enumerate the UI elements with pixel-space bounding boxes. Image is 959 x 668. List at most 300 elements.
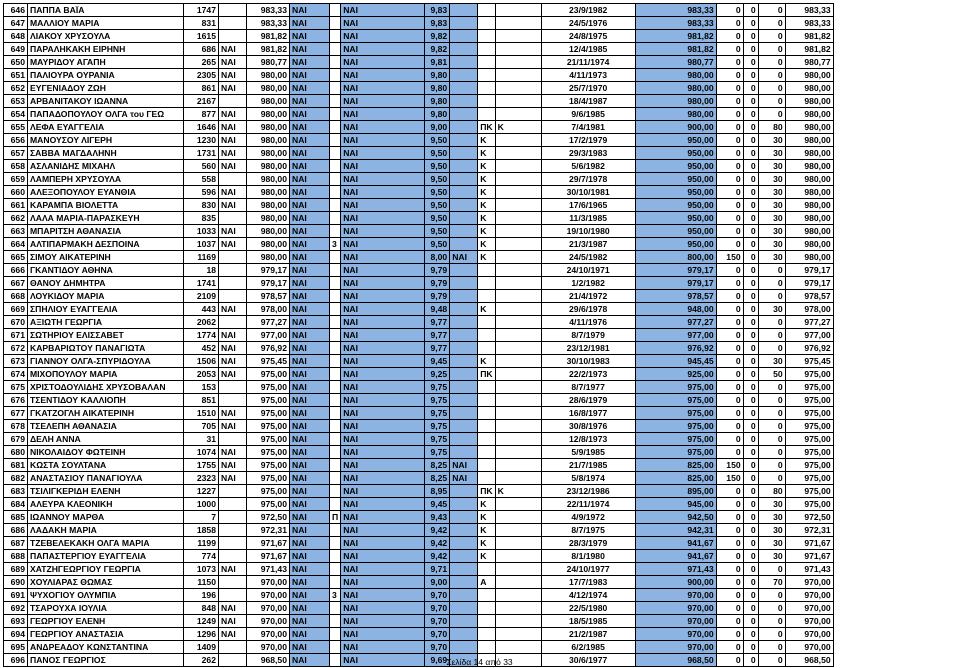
- cell-name: ΛΕΦΑ ΕΥΑΓΓΕΛΙΑ: [28, 121, 184, 134]
- cell-grade: 9,77: [425, 316, 450, 329]
- cell-mark: [330, 56, 341, 69]
- cell-flag-c: ΝΑΙ: [341, 589, 425, 602]
- cell-subcategory: [495, 550, 541, 563]
- cell-bonus-a: 0: [716, 628, 743, 641]
- cell-row-number: 692: [4, 602, 28, 615]
- cell-flag-a: [219, 30, 247, 43]
- cell-base-value: 950,00: [635, 238, 716, 251]
- cell-flag-b: ΝΑΙ: [290, 589, 330, 602]
- cell-mark: [330, 134, 341, 147]
- cell-name: ΧΡΙΣΤΟΔΟΥΛΙΔΗΣ ΧΡΥΣΟΒΑΛΑΝ: [28, 381, 184, 394]
- cell-birth-date: 18/5/1985: [541, 615, 635, 628]
- cell-score-a: 980,00: [247, 160, 290, 173]
- cell-bonus-b: 0: [743, 134, 758, 147]
- cell-category: Κ: [478, 173, 495, 186]
- cell-bonus-c: 30: [758, 537, 785, 550]
- spreadsheet: [3, 3, 834, 667]
- cell-category: [478, 446, 495, 459]
- cell-mark: [330, 446, 341, 459]
- cell-score-a: 975,00: [247, 459, 290, 472]
- cell-flag-c: ΝΑΙ: [341, 342, 425, 355]
- cell-code: 1037: [184, 238, 219, 251]
- cell-bonus-c: 0: [758, 316, 785, 329]
- cell-birth-date: 30/8/1976: [541, 420, 635, 433]
- cell-total: 972,50: [785, 511, 833, 524]
- cell-subcategory: [495, 43, 541, 56]
- cell-category: ΠΚ: [478, 121, 495, 134]
- cell-base-value: 980,00: [635, 108, 716, 121]
- cell-name: ΑΝΔΡΕΑΔΟΥ ΚΩΝΣΤΑΝΤΙΝΑ: [28, 641, 184, 654]
- cell-flag-d: [450, 186, 478, 199]
- cell-bonus-b: 0: [743, 355, 758, 368]
- cell-row-number: 655: [4, 121, 28, 134]
- cell-mark: [330, 264, 341, 277]
- cell-base-value: 895,00: [635, 485, 716, 498]
- cell-mark: [330, 290, 341, 303]
- cell-bonus-a: 0: [716, 316, 743, 329]
- cell-base-value: 981,82: [635, 30, 716, 43]
- cell-code: 452: [184, 342, 219, 355]
- cell-category: [478, 342, 495, 355]
- cell-flag-b: ΝΑΙ: [290, 472, 330, 485]
- cell-bonus-a: 0: [716, 641, 743, 654]
- cell-total: 977,00: [785, 329, 833, 342]
- cell-name: ΣΩΤΗΡΙΟΥ ΕΛΙΣΣΑΒΕΤ: [28, 329, 184, 342]
- cell-mark: Π: [330, 511, 341, 524]
- cell-mark: [330, 576, 341, 589]
- cell-base-value: 975,00: [635, 446, 716, 459]
- cell-bonus-a: 0: [716, 654, 743, 667]
- cell-flag-c: ΝΑΙ: [341, 433, 425, 446]
- cell-code: 7: [184, 511, 219, 524]
- cell-flag-b: ΝΑΙ: [290, 459, 330, 472]
- cell-score-a: 972,31: [247, 524, 290, 537]
- cell-flag-c: ΝΑΙ: [341, 329, 425, 342]
- cell-mark: [330, 30, 341, 43]
- cell-bonus-c: 0: [758, 381, 785, 394]
- cell-bonus-b: 0: [743, 576, 758, 589]
- cell-base-value: 980,00: [635, 69, 716, 82]
- cell-flag-d: [450, 56, 478, 69]
- cell-flag-b: ΝΑΙ: [290, 355, 330, 368]
- cell-category: [478, 589, 495, 602]
- cell-bonus-b: 0: [743, 290, 758, 303]
- cell-bonus-c: 0: [758, 394, 785, 407]
- cell-score-a: 971,67: [247, 550, 290, 563]
- cell-name: ΑΞΙΩΤΗ ΓΕΩΡΓΙΑ: [28, 316, 184, 329]
- cell-subcategory: [495, 420, 541, 433]
- cell-bonus-a: 0: [716, 199, 743, 212]
- cell-subcategory: [495, 615, 541, 628]
- cell-bonus-c: 0: [758, 264, 785, 277]
- cell-flag-c: ΝΑΙ: [341, 95, 425, 108]
- cell-name: ΠΑΠΑΣΤΕΡΓΙΟΥ ΕΥΑΓΓΕΛΙΑ: [28, 550, 184, 563]
- cell-birth-date: 23/9/1982: [541, 4, 635, 17]
- cell-bonus-b: 0: [743, 186, 758, 199]
- cell-base-value: 983,33: [635, 4, 716, 17]
- cell-grade: 9,70: [425, 628, 450, 641]
- cell-total: 975,00: [785, 368, 833, 381]
- page-footer: Σελίδα 14 από 33: [446, 657, 513, 667]
- cell-bonus-b: 0: [743, 329, 758, 342]
- cell-mark: [330, 550, 341, 563]
- cell-flag-b: ΝΑΙ: [290, 43, 330, 56]
- cell-base-value: 941,67: [635, 537, 716, 550]
- cell-base-value: 980,77: [635, 56, 716, 69]
- cell-mark: [330, 199, 341, 212]
- cell-total: 972,31: [785, 524, 833, 537]
- cell-flag-a: [219, 524, 247, 537]
- cell-flag-a: [219, 264, 247, 277]
- cell-base-value: 976,92: [635, 342, 716, 355]
- cell-row-number: 684: [4, 498, 28, 511]
- cell-category: [478, 407, 495, 420]
- cell-bonus-b: 0: [743, 381, 758, 394]
- cell-birth-date: 17/2/1979: [541, 134, 635, 147]
- cell-total: 979,17: [785, 264, 833, 277]
- cell-flag-a: [219, 589, 247, 602]
- cell-bonus-b: 0: [743, 56, 758, 69]
- cell-grade: 9,00: [425, 121, 450, 134]
- table-row: [4, 69, 834, 82]
- cell-flag-a: [219, 537, 247, 550]
- cell-row-number: 681: [4, 459, 28, 472]
- cell-flag-c: ΝΑΙ: [341, 615, 425, 628]
- cell-code: 705: [184, 420, 219, 433]
- cell-flag-b: ΝΑΙ: [290, 147, 330, 160]
- cell-total: 975,00: [785, 394, 833, 407]
- cell-grade: 9,80: [425, 95, 450, 108]
- cell-score-a: 983,33: [247, 4, 290, 17]
- cell-subcategory: [495, 329, 541, 342]
- cell-code: 1296: [184, 628, 219, 641]
- cell-flag-b: ΝΑΙ: [290, 4, 330, 17]
- cell-flag-c: ΝΑΙ: [341, 576, 425, 589]
- cell-bonus-c: 0: [758, 277, 785, 290]
- cell-base-value: 948,00: [635, 303, 716, 316]
- cell-bonus-a: 0: [716, 420, 743, 433]
- cell-flag-a: ΝΑΙ: [219, 225, 247, 238]
- table-row: [4, 368, 834, 381]
- cell-flag-c: ΝΑΙ: [341, 381, 425, 394]
- cell-flag-c: ΝΑΙ: [341, 186, 425, 199]
- cell-mark: [330, 121, 341, 134]
- cell-row-number: 676: [4, 394, 28, 407]
- cell-row-number: 688: [4, 550, 28, 563]
- cell-subcategory: [495, 407, 541, 420]
- cell-birth-date: 4/11/1973: [541, 69, 635, 82]
- cell-birth-date: 22/2/1973: [541, 368, 635, 381]
- cell-subcategory: [495, 238, 541, 251]
- cell-mark: [330, 407, 341, 420]
- cell-flag-b: ΝΑΙ: [290, 628, 330, 641]
- cell-mark: [330, 69, 341, 82]
- cell-code: 262: [184, 654, 219, 667]
- cell-flag-c: ΝΑΙ: [341, 498, 425, 511]
- cell-bonus-c: 0: [758, 563, 785, 576]
- cell-bonus-b: 0: [743, 537, 758, 550]
- cell-name: ΜΑΛΛΙΟΥ ΜΑΡΙΑ: [28, 17, 184, 30]
- cell-bonus-c: 80: [758, 485, 785, 498]
- table-row: [4, 589, 834, 602]
- cell-name: ΣΠΗΛΙΟΥ ΕΥΑΓΓΕΛΙΑ: [28, 303, 184, 316]
- cell-base-value: 941,67: [635, 550, 716, 563]
- cell-mark: [330, 459, 341, 472]
- cell-bonus-b: 0: [743, 433, 758, 446]
- cell-bonus-c: 0: [758, 82, 785, 95]
- cell-score-a: 975,00: [247, 498, 290, 511]
- cell-category: [478, 472, 495, 485]
- cell-mark: [330, 355, 341, 368]
- cell-code: 196: [184, 589, 219, 602]
- cell-base-value: 970,00: [635, 615, 716, 628]
- cell-score-a: 971,67: [247, 537, 290, 550]
- cell-birth-date: 8/7/1975: [541, 524, 635, 537]
- cell-subcategory: [495, 381, 541, 394]
- cell-total: 981,82: [785, 43, 833, 56]
- cell-code: 1073: [184, 563, 219, 576]
- cell-flag-d: [450, 381, 478, 394]
- cell-category: [478, 264, 495, 277]
- cell-name: ΝΙΚΟΛΑΙΔΟΥ ΦΩΤΕΙΝΗ: [28, 446, 184, 459]
- table-row: [4, 186, 834, 199]
- cell-category: [478, 628, 495, 641]
- cell-bonus-b: 0: [743, 641, 758, 654]
- cell-flag-a: [219, 95, 247, 108]
- cell-code: 18: [184, 264, 219, 277]
- table-row: [4, 316, 834, 329]
- cell-code: 443: [184, 303, 219, 316]
- cell-name: ΛΙΑΚΟΥ ΧΡΥΣΟΥΛΑ: [28, 30, 184, 43]
- cell-base-value: 975,00: [635, 420, 716, 433]
- cell-bonus-b: 0: [743, 459, 758, 472]
- cell-flag-d: [450, 355, 478, 368]
- cell-row-number: 661: [4, 199, 28, 212]
- cell-flag-d: [450, 628, 478, 641]
- cell-flag-a: [219, 498, 247, 511]
- cell-category: [478, 381, 495, 394]
- table-row: [4, 381, 834, 394]
- cell-total: 980,00: [785, 173, 833, 186]
- cell-name: ΚΑΡΑΜΠΑ ΒΙΟΛΕΤΤΑ: [28, 199, 184, 212]
- cell-code: 1774: [184, 329, 219, 342]
- table-row: [4, 264, 834, 277]
- cell-subcategory: [495, 56, 541, 69]
- cell-category: [478, 329, 495, 342]
- cell-score-a: 978,57: [247, 290, 290, 303]
- cell-base-value: 950,00: [635, 186, 716, 199]
- cell-bonus-a: 0: [716, 381, 743, 394]
- cell-flag-c: ΝΑΙ: [341, 550, 425, 563]
- cell-bonus-b: 0: [743, 342, 758, 355]
- cell-category: Κ: [478, 212, 495, 225]
- cell-base-value: 977,27: [635, 316, 716, 329]
- cell-base-value: 950,00: [635, 173, 716, 186]
- cell-bonus-a: 0: [716, 30, 743, 43]
- cell-row-number: 660: [4, 186, 28, 199]
- cell-bonus-b: 0: [743, 30, 758, 43]
- table-row: [4, 420, 834, 433]
- cell-mark: [330, 615, 341, 628]
- table-row: [4, 199, 834, 212]
- table-row: [4, 121, 834, 134]
- cell-bonus-b: 0: [743, 251, 758, 264]
- cell-bonus-a: 0: [716, 615, 743, 628]
- cell-total: 979,17: [785, 277, 833, 290]
- cell-birth-date: 8/7/1979: [541, 329, 635, 342]
- cell-flag-b: ΝΑΙ: [290, 446, 330, 459]
- cell-flag-d: [450, 30, 478, 43]
- cell-bonus-c: 0: [758, 290, 785, 303]
- cell-total: 980,00: [785, 225, 833, 238]
- cell-flag-b: ΝΑΙ: [290, 17, 330, 30]
- cell-category: [478, 108, 495, 121]
- cell-name: ΑΛΕΥΡΑ ΚΛΕΟΝΙΚΗ: [28, 498, 184, 511]
- cell-grade: 9,45: [425, 355, 450, 368]
- cell-bonus-a: 0: [716, 303, 743, 316]
- cell-bonus-c: 50: [758, 368, 785, 381]
- cell-flag-a: [219, 173, 247, 186]
- cell-bonus-c: 0: [758, 69, 785, 82]
- cell-grade: 9,75: [425, 394, 450, 407]
- cell-bonus-b: 0: [743, 524, 758, 537]
- cell-flag-b: ΝΑΙ: [290, 30, 330, 43]
- cell-bonus-c: 30: [758, 199, 785, 212]
- cell-grade: 9,50: [425, 199, 450, 212]
- cell-code: 1510: [184, 407, 219, 420]
- cell-birth-date: 21/7/1985: [541, 459, 635, 472]
- cell-birth-date: 21/4/1972: [541, 290, 635, 303]
- table-row: [4, 108, 834, 121]
- cell-birth-date: 11/3/1985: [541, 212, 635, 225]
- cell-name: ΛΑΔΑΚΗ ΜΑΡΙΑ: [28, 524, 184, 537]
- cell-name: ΙΩΑΝΝΟΥ ΜΑΡΘΑ: [28, 511, 184, 524]
- cell-subcategory: [495, 641, 541, 654]
- cell-name: ΑΛΕΞΟΠΟΥΛΟΥ ΕΥΑΝΘΙΑ: [28, 186, 184, 199]
- cell-code: 831: [184, 17, 219, 30]
- cell-base-value: 979,17: [635, 277, 716, 290]
- cell-score-a: 975,00: [247, 394, 290, 407]
- cell-flag-d: [450, 615, 478, 628]
- cell-flag-d: [450, 17, 478, 30]
- cell-row-number: 668: [4, 290, 28, 303]
- cell-row-number: 659: [4, 173, 28, 186]
- cell-row-number: 653: [4, 95, 28, 108]
- cell-flag-d: [450, 225, 478, 238]
- cell-bonus-c: 30: [758, 186, 785, 199]
- cell-row-number: 691: [4, 589, 28, 602]
- cell-score-a: 980,00: [247, 186, 290, 199]
- cell-grade: 9,42: [425, 537, 450, 550]
- cell-bonus-a: 0: [716, 355, 743, 368]
- cell-bonus-b: 0: [743, 485, 758, 498]
- cell-birth-date: 8/7/1977: [541, 381, 635, 394]
- cell-total: 980,00: [785, 212, 833, 225]
- cell-bonus-b: 0: [743, 472, 758, 485]
- cell-flag-d: [450, 433, 478, 446]
- cell-flag-a: ΝΑΙ: [219, 472, 247, 485]
- cell-flag-b: ΝΑΙ: [290, 537, 330, 550]
- cell-bonus-c: 30: [758, 550, 785, 563]
- table-row: [4, 550, 834, 563]
- cell-code: 2323: [184, 472, 219, 485]
- cell-subcategory: [495, 147, 541, 160]
- cell-birth-date: 22/11/1974: [541, 498, 635, 511]
- cell-total: 980,00: [785, 160, 833, 173]
- cell-bonus-c: 30: [758, 134, 785, 147]
- cell-total: 975,00: [785, 472, 833, 485]
- cell-bonus-a: 0: [716, 121, 743, 134]
- cell-base-value: 970,00: [635, 628, 716, 641]
- cell-score-a: 980,77: [247, 56, 290, 69]
- cell-flag-a: ΝΑΙ: [219, 82, 247, 95]
- cell-base-value: 925,00: [635, 368, 716, 381]
- cell-flag-c: ΝΑΙ: [341, 264, 425, 277]
- cell-base-value: 950,00: [635, 212, 716, 225]
- cell-bonus-a: 0: [716, 43, 743, 56]
- cell-grade: 9,80: [425, 108, 450, 121]
- cell-grade: 9,83: [425, 4, 450, 17]
- cell-grade: 9,45: [425, 498, 450, 511]
- cell-score-a: 980,00: [247, 82, 290, 95]
- cell-bonus-a: 0: [716, 563, 743, 576]
- cell-birth-date: 17/7/1983: [541, 576, 635, 589]
- cell-mark: [330, 251, 341, 264]
- cell-subcategory: [495, 277, 541, 290]
- cell-subcategory: [495, 160, 541, 173]
- cell-name: ΠΑΛΙΟΥΡΑ ΟΥΡΑΝΙΑ: [28, 69, 184, 82]
- cell-subcategory: [495, 472, 541, 485]
- cell-bonus-a: 0: [716, 225, 743, 238]
- cell-grade: 9,50: [425, 225, 450, 238]
- cell-base-value: 800,00: [635, 251, 716, 264]
- cell-grade: 9,71: [425, 563, 450, 576]
- table-row: [4, 342, 834, 355]
- cell-base-value: 825,00: [635, 472, 716, 485]
- cell-flag-a: [219, 17, 247, 30]
- table-row: [4, 212, 834, 225]
- cell-bonus-c: 0: [758, 602, 785, 615]
- cell-flag-a: ΝΑΙ: [219, 43, 247, 56]
- cell-total: 980,00: [785, 82, 833, 95]
- cell-bonus-c: 0: [758, 589, 785, 602]
- cell-category: [478, 615, 495, 628]
- cell-total: 975,45: [785, 355, 833, 368]
- cell-total: 980,00: [785, 186, 833, 199]
- cell-flag-a: ΝΑΙ: [219, 563, 247, 576]
- cell-flag-d: [450, 290, 478, 303]
- cell-bonus-c: 30: [758, 511, 785, 524]
- cell-bonus-a: 0: [716, 17, 743, 30]
- cell-flag-a: ΝΑΙ: [219, 446, 247, 459]
- cell-category: [478, 641, 495, 654]
- cell-flag-b: ΝΑΙ: [290, 264, 330, 277]
- cell-category: Κ: [478, 225, 495, 238]
- cell-grade: 9,79: [425, 264, 450, 277]
- cell-flag-a: ΝΑΙ: [219, 342, 247, 355]
- cell-bonus-c: 0: [758, 420, 785, 433]
- cell-bonus-a: 0: [716, 576, 743, 589]
- cell-row-number: 696: [4, 654, 28, 667]
- cell-bonus-b: 0: [743, 420, 758, 433]
- cell-birth-date: 22/5/1980: [541, 602, 635, 615]
- table-row: [4, 407, 834, 420]
- table-row: [4, 56, 834, 69]
- cell-bonus-c: 30: [758, 303, 785, 316]
- cell-base-value: 983,33: [635, 17, 716, 30]
- cell-category: Κ: [478, 160, 495, 173]
- table-row: [4, 277, 834, 290]
